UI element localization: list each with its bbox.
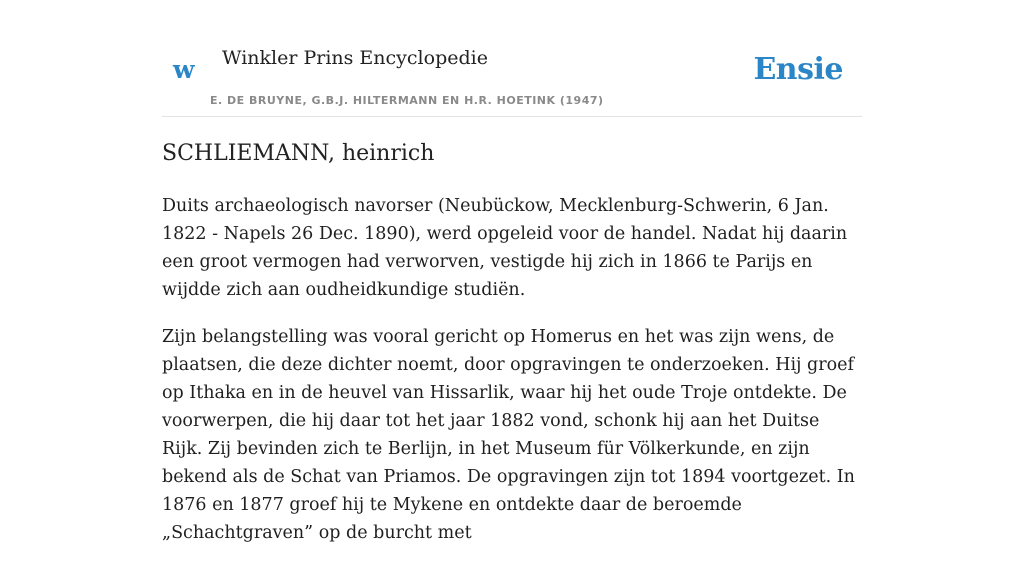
article-paragraph: Zijn belangstelling was vooral gericht op Homerus en het was zijn wens, de plaatsen, die deze dichter noemt, door opgravingen te onderzoeken. Hij groef op Ithaka en in de heuvel van Hissarlik, waar hij het oude Troje ontdekte. De voorwerpen, die hij daar tot het jaar 1882 vond, schonk hij aan het Duitse Rijk. Zij bevinden zich te Berlijn, in het Museum für Völkerkunde, en zijn bekend als de Schat van Priamos. De opgravingen zijn tot 1894 voortgezet. In 1876 en 1877 groef hij te Mykene en ontdekte daar de beroemde „Schachtgraven” op de burcht met [162, 327, 855, 543]
publication-authors: E. DE BRUYNE, G.B.J. HILTERMANN EN H.R. HOETINK (1947) [210, 94, 604, 107]
article-body [162, 192, 862, 566]
entry-title: SCHLIEMANN, heinrich [162, 141, 435, 166]
publication-logo[interactable]: w [173, 55, 195, 84]
publication-title[interactable]: Winkler Prins Encyclopedie [222, 47, 488, 69]
page [162, 0, 862, 543]
brand-logo[interactable]: Ensie [753, 52, 843, 87]
site-header [162, 0, 862, 117]
article-paragraph: Duits archaeologisch navorser (Neubückow, Mecklenburg-Schwerin, 6 Jan. 1822 - Napels 26 Dec. 1890), werd opgeleid voor de handel. Nadat hij daarin een groot vermogen had verworven, vestigde hij zich in 1866 te Parijs en wijdde zich aan oudheidkundige studiën. [162, 196, 848, 300]
